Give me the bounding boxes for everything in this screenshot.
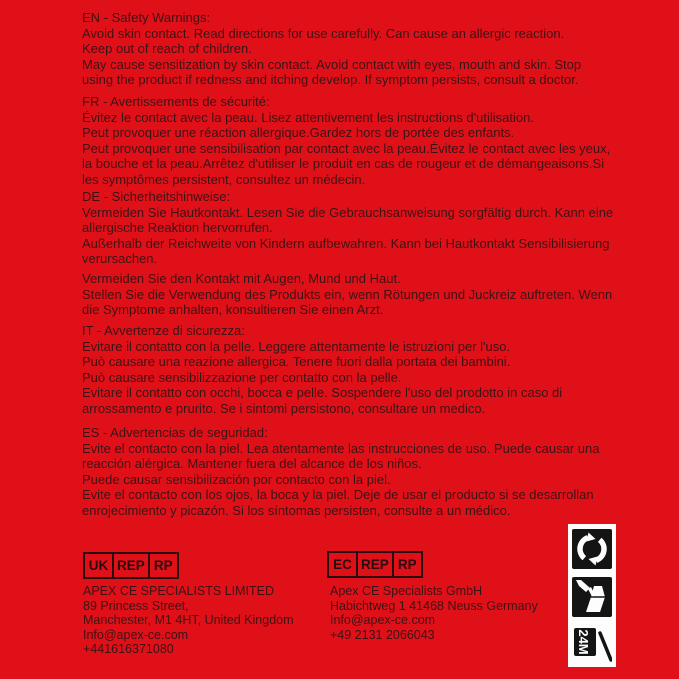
- uk-rep-cell-rp: RP: [148, 552, 179, 579]
- section-de: [82, 189, 613, 318]
- ec-company-address: [330, 584, 538, 642]
- safety-line: Stellen Sie die Verwendung des Produkts ein, wenn Rötungen und Juckreiz auftreten. Wenn: [82, 286, 613, 302]
- section-heading-es: ES - Advertencias de seguridad:: [82, 425, 268, 440]
- safety-line: Außerhalb der Reichweite von Kindern aufbewahren. Kann bei Hautkontakt Sensibilisierung: [82, 235, 610, 251]
- safety-line: die Symptome anhalten, konsultieren Sie einen Arzt.: [82, 302, 384, 318]
- section-fr: [82, 94, 610, 188]
- safety-line: Può causare una reazione allergica. Tenere fuori dalla portata dei bambini.: [82, 354, 511, 370]
- safety-line: Vermeiden Sie Hautkontakt. Lesen Sie die Gebrauchsanweisung sorgfältig durch. Kann eine: [82, 204, 614, 220]
- section-heading-en: EN - Safety Warnings:: [82, 10, 211, 25]
- ec-company-phone: +49 2131 2066043: [330, 627, 435, 642]
- uk-address-line: Manchester, M1 4HT, United Kingdom: [83, 613, 294, 628]
- uk-address-line: 89 Princess Street,: [83, 598, 189, 613]
- safety-line: Évitez le contact avec la peau. Lisez attentivement les instructions d'utilisation.: [82, 109, 534, 125]
- uk-rep-cell-uk: UK: [83, 552, 114, 579]
- safety-line: using the product if redness and itching develop. If symptom persists, consult a doctor.: [82, 72, 579, 88]
- safety-line: Evite el contacto con los ojos, la boca y la piel. Deje de usar el producto si se desarrollan: [82, 487, 594, 503]
- safety-line: Vermeiden Sie den Kontakt mit Augen, Mund und Haut.: [82, 270, 401, 286]
- safety-line: Peut provoquer une sensibilisation par contact avec la peau.Évitez le contact avec les yeux,: [82, 140, 611, 156]
- section-heading-de: DE - Sicherheitshinweise:: [82, 189, 231, 204]
- safety-line: reacción alérgica. Mantener fuera del alcance de los niños.: [82, 456, 422, 472]
- ec-company-email: Info@apex-ce.com: [330, 613, 436, 628]
- uk-company-email: Info@apex-ce.com: [83, 627, 189, 642]
- safety-line: Peut provoquer une réaction allergique.Gardez hors de portée des enfants.: [82, 125, 515, 141]
- section-it: [82, 323, 562, 417]
- period-after-opening-icon: [572, 625, 612, 665]
- uk-company-name: APEX CE SPECIALISTS LIMITED: [83, 584, 275, 598]
- section-es: [82, 425, 599, 519]
- section-heading-fr: FR - Avertissements de sécurité:: [82, 94, 270, 109]
- ec-rep-marking: [327, 551, 423, 578]
- ec-rep-cell-rp: RP: [392, 551, 423, 578]
- safety-line: arrossamento e prurito. Se i sintomi persistono, consultare un medico.: [82, 400, 486, 416]
- safety-line: allergische Reaktion hervorrufen.: [82, 220, 273, 236]
- section-heading-it: IT - Avvertenze di sicurezza:: [82, 323, 245, 338]
- safety-line: verursachen.: [82, 251, 158, 267]
- safety-line: Puede causar sensibilización por contacto con la piel.: [82, 471, 391, 487]
- period-after-opening-label: 24M: [576, 629, 591, 655]
- safety-line: les symptômes persistent, consultez un médecin.: [82, 171, 366, 187]
- read-instructions-leaflet-icon: [572, 577, 612, 617]
- ec-company-name: Apex CE Specialists GmbH: [330, 584, 483, 598]
- safety-line: Evitare il contatto con occhi, bocca e pelle. Sospendere l'uso del prodotto in caso di: [82, 385, 563, 401]
- safety-line: Evite el contacto con la piel. Lea atentamente las instrucciones de uso. Puede causar una: [82, 440, 600, 456]
- uk-rep-marking: [83, 552, 179, 579]
- uk-rep-cell-rep: REP: [112, 552, 150, 579]
- safety-line: la bouche et la peau.Arrêtez d'utiliser le produit en cas de rougeur et de démangeaisons.Si: [82, 156, 605, 172]
- safety-line: Può causare sensibilizzazione per contatto con la pelle.: [82, 369, 402, 385]
- uk-company-phone: +441616371080: [83, 642, 174, 657]
- section-en: [82, 10, 581, 88]
- ec-rep-cell-rep: REP: [356, 551, 394, 578]
- ec-rep-cell-ec: EC: [327, 551, 358, 578]
- uk-company-address: [83, 584, 294, 657]
- safety-line: Evitare il contatto con la pelle. Leggere attentamente le istruzioni per l'uso.: [82, 338, 511, 354]
- safety-line: enrojecimiento y picazón. Si los síntomas persisten, consulte a un médico.: [82, 502, 511, 518]
- symbols-strip: [568, 524, 616, 667]
- ec-address-line: Habichtweg 1 41468 Neuss Germany: [330, 598, 538, 613]
- green-dot-recycling-icon: [572, 529, 612, 569]
- safety-line: May cause sensitization by skin contact. Avoid contact with eyes, mouth and skin. Stop: [82, 56, 582, 72]
- safety-line: Avoid skin contact. Read directions for use carefully. Can cause an allergic reaction.: [82, 25, 565, 41]
- safety-line: Keep out of reach of children.: [82, 41, 252, 57]
